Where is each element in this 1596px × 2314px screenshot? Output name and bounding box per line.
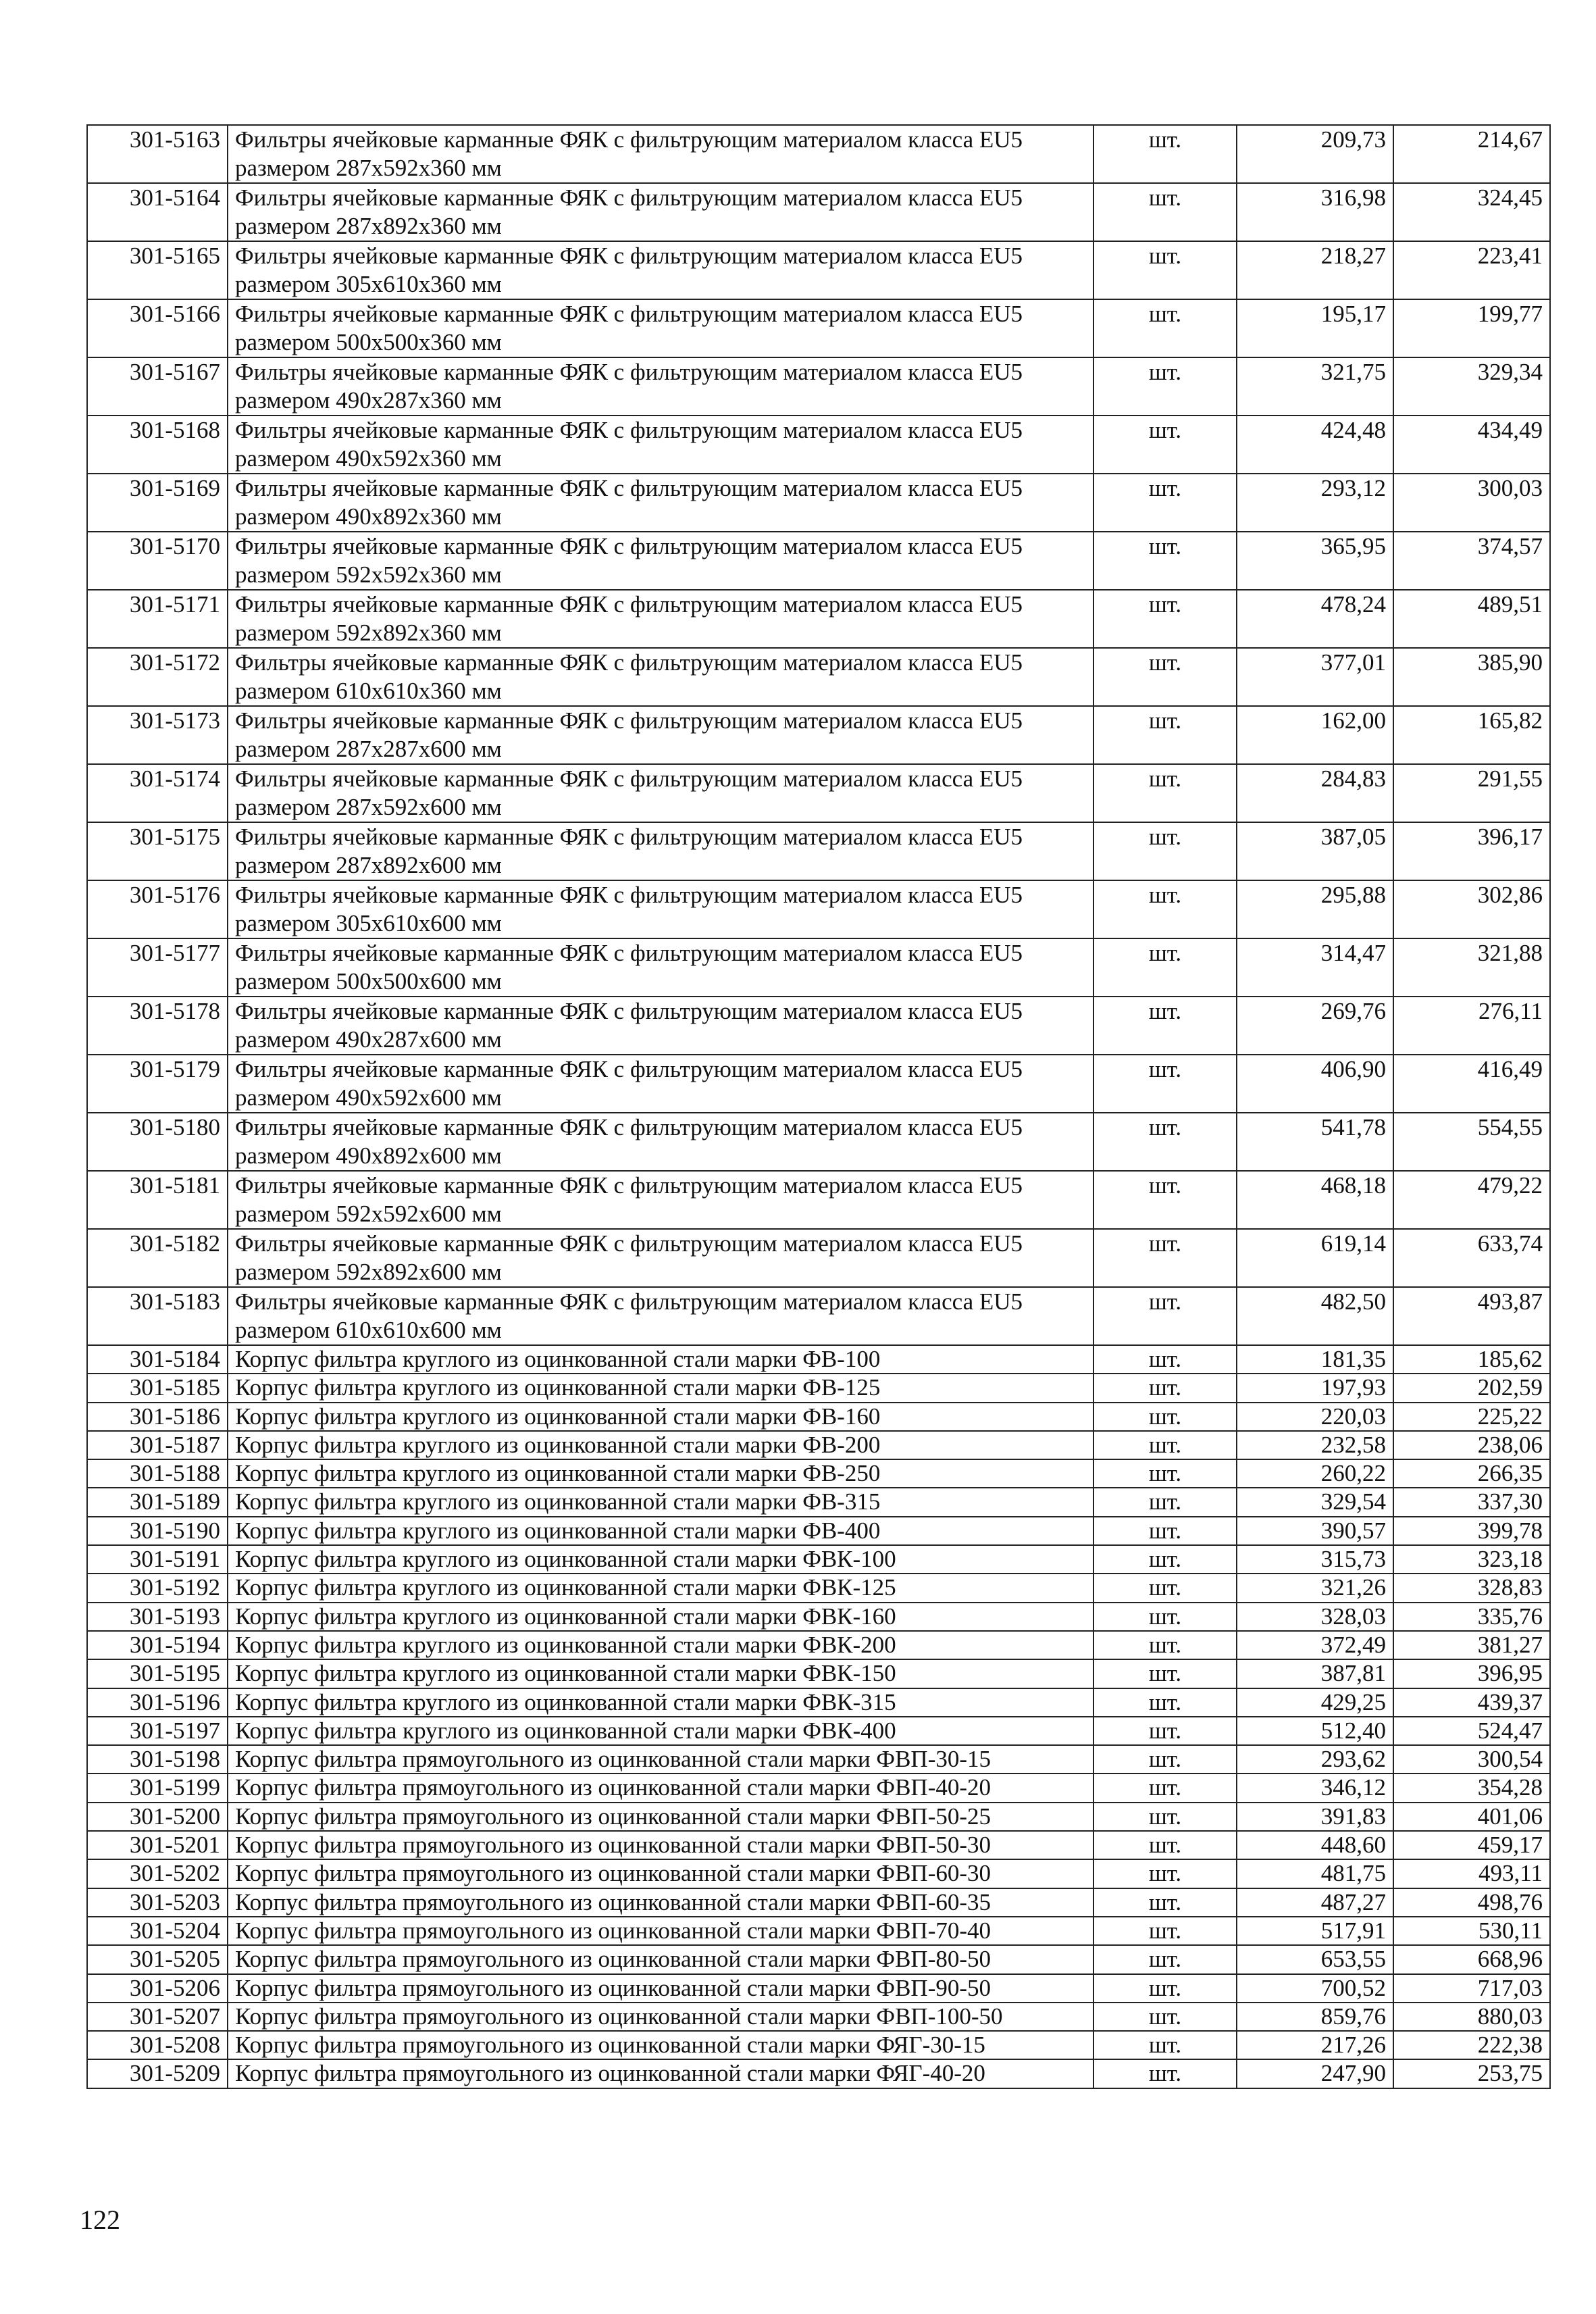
item-name-cell: Фильтры ячейковые карманные ФЯК с фильтрующим материалом класса EU5 размером 592x892x360 мм	[228, 590, 1093, 648]
item-name-cell: Корпус фильтра круглого из оцинкованной стали марки ФВ-250	[228, 1459, 1093, 1488]
item-code-cell: 301-5208	[87, 2031, 228, 2059]
item-name-cell: Корпус фильтра круглого из оцинкованной стали марки ФВК-125	[228, 1574, 1093, 1602]
price-cell: 478,24	[1237, 590, 1393, 648]
price-cell: 387,05	[1237, 822, 1393, 880]
price-cell: 269,76	[1237, 997, 1393, 1055]
table-row	[87, 1831, 1550, 1859]
unit-cell: шт.	[1093, 1859, 1237, 1888]
unit-cell: шт.	[1093, 1431, 1237, 1459]
item-code-cell: 301-5201	[87, 1831, 228, 1859]
item-code-cell: 301-5179	[87, 1055, 228, 1113]
item-code-cell: 301-5207	[87, 2003, 228, 2031]
unit-cell: шт.	[1093, 1574, 1237, 1602]
price-total-cell: 238,06	[1393, 1431, 1550, 1459]
price-cell: 217,26	[1237, 2031, 1393, 2059]
price-total-cell: 374,57	[1393, 532, 1550, 590]
table-row	[87, 1631, 1550, 1659]
item-name-cell: Корпус фильтра прямоугольного из оцинкованной стали марки ФЯГ-30-15	[228, 2031, 1093, 2059]
price-cell: 481,75	[1237, 1859, 1393, 1888]
unit-cell: шт.	[1093, 416, 1237, 474]
price-total-cell: 302,86	[1393, 880, 1550, 938]
price-total-cell: 489,51	[1393, 590, 1550, 648]
price-total-cell: 323,18	[1393, 1545, 1550, 1574]
price-total-cell: 222,38	[1393, 2031, 1550, 2059]
price-cell: 293,62	[1237, 1745, 1393, 1774]
unit-cell: шт.	[1093, 1717, 1237, 1745]
unit-cell: шт.	[1093, 532, 1237, 590]
item-name-cell: Корпус фильтра прямоугольного из оцинкованной стали марки ФВП-90-50	[228, 1974, 1093, 2003]
item-name-cell: Фильтры ячейковые карманные ФЯК с фильтрующим материалом класса EU5 размером 490x892x360 мм	[228, 474, 1093, 532]
item-code-cell: 301-5203	[87, 1888, 228, 1917]
item-name-cell: Корпус фильтра прямоугольного из оцинкованной стали марки ФЯГ-40-20	[228, 2059, 1093, 2088]
item-code-cell: 301-5186	[87, 1403, 228, 1431]
table-row	[87, 1545, 1550, 1574]
item-name-cell: Фильтры ячейковые карманные ФЯК с фильтрующим материалом класса EU5 размером 305x610x600 мм	[228, 880, 1093, 938]
price-cell: 295,88	[1237, 880, 1393, 938]
unit-cell: шт.	[1093, 241, 1237, 299]
price-total-cell: 276,11	[1393, 997, 1550, 1055]
price-total-cell: 399,78	[1393, 1517, 1550, 1545]
item-name-cell: Корпус фильтра круглого из оцинкованной стали марки ФВ-160	[228, 1403, 1093, 1431]
price-total-cell: 321,88	[1393, 938, 1550, 997]
item-name-cell: Корпус фильтра круглого из оцинкованной стали марки ФВК-150	[228, 1659, 1093, 1688]
table-row	[87, 648, 1550, 706]
price-total-cell: 199,77	[1393, 299, 1550, 357]
table-row	[87, 183, 1550, 241]
table-row	[87, 1974, 1550, 2003]
price-total-cell: 266,35	[1393, 1459, 1550, 1488]
price-total-cell: 354,28	[1393, 1774, 1550, 1802]
price-cell: 541,78	[1237, 1113, 1393, 1171]
unit-cell: шт.	[1093, 125, 1237, 183]
item-name-cell: Корпус фильтра круглого из оцинкованной стали марки ФВК-315	[228, 1688, 1093, 1717]
item-code-cell: 301-5164	[87, 183, 228, 241]
price-cell: 365,95	[1237, 532, 1393, 590]
price-cell: 653,55	[1237, 1945, 1393, 1973]
price-cell: 181,35	[1237, 1345, 1393, 1374]
unit-cell: шт.	[1093, 1345, 1237, 1374]
price-total-cell: 396,95	[1393, 1659, 1550, 1688]
price-cell: 321,26	[1237, 1574, 1393, 1602]
table-row	[87, 1517, 1550, 1545]
item-code-cell: 301-5190	[87, 1517, 228, 1545]
table-row	[87, 1374, 1550, 1402]
table-row	[87, 1917, 1550, 1945]
item-name-cell: Фильтры ячейковые карманные ФЯК с фильтрующим материалом класса EU5 размером 490x287x600 мм	[228, 997, 1093, 1055]
price-cell: 512,40	[1237, 1717, 1393, 1745]
item-name-cell: Фильтры ячейковые карманные ФЯК с фильтрующим материалом класса EU5 размером 500x500x600 мм	[228, 938, 1093, 997]
item-code-cell: 301-5167	[87, 357, 228, 416]
price-total-cell: 498,76	[1393, 1888, 1550, 1917]
unit-cell: шт.	[1093, 648, 1237, 706]
item-code-cell: 301-5191	[87, 1545, 228, 1574]
unit-cell: шт.	[1093, 1659, 1237, 1688]
unit-cell: шт.	[1093, 1688, 1237, 1717]
item-code-cell: 301-5175	[87, 822, 228, 880]
price-cell: 209,73	[1237, 125, 1393, 183]
table-row	[87, 1229, 1550, 1287]
price-cell: 448,60	[1237, 1831, 1393, 1859]
price-total-cell: 328,83	[1393, 1574, 1550, 1602]
unit-cell: шт.	[1093, 1545, 1237, 1574]
price-cell: 315,73	[1237, 1545, 1393, 1574]
price-total-cell: 300,54	[1393, 1745, 1550, 1774]
table-row	[87, 590, 1550, 648]
unit-cell: шт.	[1093, 997, 1237, 1055]
item-code-cell: 301-5177	[87, 938, 228, 997]
price-cell: 197,93	[1237, 1374, 1393, 1402]
item-name-cell: Корпус фильтра круглого из оцинкованной стали марки ФВ-400	[228, 1517, 1093, 1545]
table-row	[87, 532, 1550, 590]
item-name-cell: Фильтры ячейковые карманные ФЯК с фильтрующим материалом класса EU5 размером 500x500x360 мм	[228, 299, 1093, 357]
table-row	[87, 1888, 1550, 1917]
item-code-cell: 301-5166	[87, 299, 228, 357]
price-cell: 487,27	[1237, 1888, 1393, 1917]
item-name-cell: Корпус фильтра круглого из оцинкованной стали марки ФВК-160	[228, 1603, 1093, 1631]
unit-cell: шт.	[1093, 1403, 1237, 1431]
item-code-cell: 301-5171	[87, 590, 228, 648]
item-code-cell: 301-5188	[87, 1459, 228, 1488]
price-cell: 321,75	[1237, 357, 1393, 416]
unit-cell: шт.	[1093, 1171, 1237, 1229]
item-code-cell: 301-5176	[87, 880, 228, 938]
price-total-cell: 225,22	[1393, 1403, 1550, 1431]
table-row	[87, 1603, 1550, 1631]
price-total-cell: 335,76	[1393, 1603, 1550, 1631]
item-name-cell: Корпус фильтра круглого из оцинкованной стали марки ФВК-100	[228, 1545, 1093, 1574]
unit-cell: шт.	[1093, 299, 1237, 357]
table-row	[87, 1055, 1550, 1113]
item-code-cell: 301-5192	[87, 1574, 228, 1602]
unit-cell: шт.	[1093, 1745, 1237, 1774]
price-cell: 232,58	[1237, 1431, 1393, 1459]
price-total-cell: 493,87	[1393, 1287, 1550, 1345]
price-cell: 346,12	[1237, 1774, 1393, 1802]
unit-cell: шт.	[1093, 1488, 1237, 1516]
item-code-cell: 301-5189	[87, 1488, 228, 1516]
table-row	[87, 2003, 1550, 2031]
table-row	[87, 822, 1550, 880]
price-total-cell: 291,55	[1393, 764, 1550, 822]
item-code-cell: 301-5205	[87, 1945, 228, 1973]
price-cell: 284,83	[1237, 764, 1393, 822]
price-total-cell: 329,34	[1393, 357, 1550, 416]
item-name-cell: Фильтры ячейковые карманные ФЯК с фильтрующим материалом класса EU5 размером 490x892x600 мм	[228, 1113, 1093, 1171]
price-total-cell: 202,59	[1393, 1374, 1550, 1402]
item-name-cell: Корпус фильтра прямоугольного из оцинкованной стали марки ФВП-30-15	[228, 1745, 1093, 1774]
table-row	[87, 474, 1550, 532]
price-cell: 316,98	[1237, 183, 1393, 241]
unit-cell: шт.	[1093, 1517, 1237, 1545]
unit-cell: шт.	[1093, 1974, 1237, 2003]
unit-cell: шт.	[1093, 938, 1237, 997]
table-row	[87, 1345, 1550, 1374]
table-row	[87, 1171, 1550, 1229]
price-total-cell: 401,06	[1393, 1803, 1550, 1831]
unit-cell: шт.	[1093, 1113, 1237, 1171]
price-cell: 517,91	[1237, 1917, 1393, 1945]
unit-cell: шт.	[1093, 822, 1237, 880]
price-total-cell: 439,37	[1393, 1688, 1550, 1717]
item-name-cell: Корпус фильтра прямоугольного из оцинкованной стали марки ФВП-70-40	[228, 1917, 1093, 1945]
table-row	[87, 1287, 1550, 1345]
price-total-cell: 396,17	[1393, 822, 1550, 880]
price-cell: 424,48	[1237, 416, 1393, 474]
price-total-cell: 434,49	[1393, 416, 1550, 474]
item-code-cell: 301-5204	[87, 1917, 228, 1945]
table-row	[87, 357, 1550, 416]
price-cell: 429,25	[1237, 1688, 1393, 1717]
table-row	[87, 1774, 1550, 1802]
table-row	[87, 1688, 1550, 1717]
unit-cell: шт.	[1093, 1287, 1237, 1345]
item-code-cell: 301-5196	[87, 1688, 228, 1717]
price-cell: 328,03	[1237, 1603, 1393, 1631]
item-name-cell: Корпус фильтра круглого из оцинкованной стали марки ФВ-315	[228, 1488, 1093, 1516]
price-cell: 247,90	[1237, 2059, 1393, 2088]
page-number: 122	[80, 2205, 120, 2235]
item-code-cell: 301-5182	[87, 1229, 228, 1287]
table-row	[87, 2031, 1550, 2059]
item-name-cell: Корпус фильтра прямоугольного из оцинкованной стали марки ФВП-80-50	[228, 1945, 1093, 1973]
price-total-cell: 214,67	[1393, 125, 1550, 183]
price-total-cell: 253,75	[1393, 2059, 1550, 2088]
table-row	[87, 938, 1550, 997]
item-code-cell: 301-5181	[87, 1171, 228, 1229]
price-total-cell: 165,82	[1393, 706, 1550, 764]
item-code-cell: 301-5169	[87, 474, 228, 532]
price-total-cell: 717,03	[1393, 1974, 1550, 2003]
item-name-cell: Фильтры ячейковые карманные ФЯК с фильтрующим материалом класса EU5 размером 287x287x600 мм	[228, 706, 1093, 764]
unit-cell: шт.	[1093, 1631, 1237, 1659]
table-row	[87, 125, 1550, 183]
price-total-cell: 493,11	[1393, 1859, 1550, 1888]
item-name-cell: Фильтры ячейковые карманные ФЯК с фильтрующим материалом класса EU5 размером 490x592x360 мм	[228, 416, 1093, 474]
unit-cell: шт.	[1093, 1917, 1237, 1945]
price-cell: 293,12	[1237, 474, 1393, 532]
item-code-cell: 301-5185	[87, 1374, 228, 1402]
price-cell: 195,17	[1237, 299, 1393, 357]
item-code-cell: 301-5173	[87, 706, 228, 764]
item-name-cell: Фильтры ячейковые карманные ФЯК с фильтрующим материалом класса EU5 размером 287x592x360 мм	[228, 125, 1093, 183]
item-name-cell: Корпус фильтра прямоугольного из оцинкованной стали марки ФВП-40-20	[228, 1774, 1093, 1802]
item-code-cell: 301-5206	[87, 1974, 228, 2003]
table-row	[87, 299, 1550, 357]
price-total-cell: 880,03	[1393, 2003, 1550, 2031]
item-name-cell: Фильтры ячейковые карманные ФЯК с фильтрующим материалом класса EU5 размером 592x892x600 мм	[228, 1229, 1093, 1287]
price-total-cell: 381,27	[1393, 1631, 1550, 1659]
unit-cell: шт.	[1093, 1374, 1237, 1402]
item-name-cell: Фильтры ячейковые карманные ФЯК с фильтрующим материалом класса EU5 размером 287x592x600 мм	[228, 764, 1093, 822]
item-name-cell: Корпус фильтра круглого из оцинкованной стали марки ФВК-400	[228, 1717, 1093, 1745]
price-total-cell: 530,11	[1393, 1917, 1550, 1945]
price-cell: 700,52	[1237, 1974, 1393, 2003]
item-code-cell: 301-5198	[87, 1745, 228, 1774]
price-total-cell: 479,22	[1393, 1171, 1550, 1229]
price-total-cell: 459,17	[1393, 1831, 1550, 1859]
price-cell: 482,50	[1237, 1287, 1393, 1345]
price-cell: 314,47	[1237, 938, 1393, 997]
item-name-cell: Фильтры ячейковые карманные ФЯК с фильтрующим материалом класса EU5 размером 592x592x600 мм	[228, 1171, 1093, 1229]
price-total-cell: 324,45	[1393, 183, 1550, 241]
item-name-cell: Корпус фильтра прямоугольного из оцинкованной стали марки ФВП-50-25	[228, 1803, 1093, 1831]
table-row	[87, 1659, 1550, 1688]
table-row	[87, 1859, 1550, 1888]
table-row	[87, 1431, 1550, 1459]
item-name-cell: Фильтры ячейковые карманные ФЯК с фильтрующим материалом класса EU5 размером 592x592x360 мм	[228, 532, 1093, 590]
price-total-cell: 185,62	[1393, 1345, 1550, 1374]
item-name-cell: Корпус фильтра прямоугольного из оцинкованной стали марки ФВП-60-30	[228, 1859, 1093, 1888]
table-row	[87, 706, 1550, 764]
table-row	[87, 764, 1550, 822]
price-cell: 377,01	[1237, 648, 1393, 706]
price-cell: 260,22	[1237, 1459, 1393, 1488]
unit-cell: шт.	[1093, 1774, 1237, 1802]
item-code-cell: 301-5187	[87, 1431, 228, 1459]
price-total-cell: 668,96	[1393, 1945, 1550, 1973]
item-code-cell: 301-5199	[87, 1774, 228, 1802]
table-row	[87, 1803, 1550, 1831]
unit-cell: шт.	[1093, 1603, 1237, 1631]
item-name-cell: Корпус фильтра прямоугольного из оцинкованной стали марки ФВП-60-35	[228, 1888, 1093, 1917]
unit-cell: шт.	[1093, 1803, 1237, 1831]
item-name-cell: Корпус фильтра круглого из оцинкованной стали марки ФВ-100	[228, 1345, 1093, 1374]
price-table	[86, 124, 1551, 2089]
table-row	[87, 997, 1550, 1055]
price-cell: 372,49	[1237, 1631, 1393, 1659]
price-cell: 859,76	[1237, 2003, 1393, 2031]
price-cell: 220,03	[1237, 1403, 1393, 1431]
price-total-cell: 385,90	[1393, 648, 1550, 706]
unit-cell: шт.	[1093, 880, 1237, 938]
unit-cell: шт.	[1093, 474, 1237, 532]
unit-cell: шт.	[1093, 2003, 1237, 2031]
item-code-cell: 301-5194	[87, 1631, 228, 1659]
price-cell: 619,14	[1237, 1229, 1393, 1287]
item-code-cell: 301-5193	[87, 1603, 228, 1631]
item-name-cell: Фильтры ячейковые карманные ФЯК с фильтрующим материалом класса EU5 размером 305x610x360 мм	[228, 241, 1093, 299]
price-cell: 218,27	[1237, 241, 1393, 299]
item-name-cell: Фильтры ячейковые карманные ФЯК с фильтрующим материалом класса EU5 размером 287x892x360 мм	[228, 183, 1093, 241]
table-row	[87, 1717, 1550, 1745]
item-name-cell: Фильтры ячейковые карманные ФЯК с фильтрующим материалом класса EU5 размером 287x892x600 мм	[228, 822, 1093, 880]
item-code-cell: 301-5195	[87, 1659, 228, 1688]
unit-cell: шт.	[1093, 1055, 1237, 1113]
price-cell: 387,81	[1237, 1659, 1393, 1688]
item-code-cell: 301-5202	[87, 1859, 228, 1888]
unit-cell: шт.	[1093, 183, 1237, 241]
item-code-cell: 301-5172	[87, 648, 228, 706]
price-table-body	[87, 125, 1550, 2088]
item-name-cell: Корпус фильтра прямоугольного из оцинкованной стали марки ФВП-100-50	[228, 2003, 1093, 2031]
item-name-cell: Корпус фильтра круглого из оцинкованной стали марки ФВК-200	[228, 1631, 1093, 1659]
price-cell: 329,54	[1237, 1488, 1393, 1516]
price-total-cell: 300,03	[1393, 474, 1550, 532]
item-name-cell: Фильтры ячейковые карманные ФЯК с фильтрующим материалом класса EU5 размером 490x287x360 мм	[228, 357, 1093, 416]
item-code-cell: 301-5174	[87, 764, 228, 822]
item-code-cell: 301-5184	[87, 1345, 228, 1374]
item-code-cell: 301-5209	[87, 2059, 228, 2088]
price-cell: 390,57	[1237, 1517, 1393, 1545]
unit-cell: шт.	[1093, 590, 1237, 648]
price-total-cell: 337,30	[1393, 1488, 1550, 1516]
price-cell: 406,90	[1237, 1055, 1393, 1113]
item-code-cell: 301-5180	[87, 1113, 228, 1171]
table-row	[87, 1459, 1550, 1488]
unit-cell: шт.	[1093, 2059, 1237, 2088]
price-total-cell: 416,49	[1393, 1055, 1550, 1113]
table-row	[87, 1945, 1550, 1973]
price-total-cell: 633,74	[1393, 1229, 1550, 1287]
unit-cell: шт.	[1093, 706, 1237, 764]
table-row	[87, 2059, 1550, 2088]
unit-cell: шт.	[1093, 764, 1237, 822]
table-row	[87, 1745, 1550, 1774]
table-row	[87, 1488, 1550, 1516]
item-name-cell: Фильтры ячейковые карманные ФЯК с фильтрующим материалом класса EU5 размером 610x610x360 мм	[228, 648, 1093, 706]
table-row	[87, 416, 1550, 474]
item-code-cell: 301-5163	[87, 125, 228, 183]
unit-cell: шт.	[1093, 357, 1237, 416]
unit-cell: шт.	[1093, 1229, 1237, 1287]
item-code-cell: 301-5178	[87, 997, 228, 1055]
item-code-cell: 301-5170	[87, 532, 228, 590]
item-name-cell: Фильтры ячейковые карманные ФЯК с фильтрующим материалом класса EU5 размером 490x592x600 мм	[228, 1055, 1093, 1113]
item-code-cell: 301-5168	[87, 416, 228, 474]
unit-cell: шт.	[1093, 1888, 1237, 1917]
item-name-cell: Корпус фильтра круглого из оцинкованной стали марки ФВ-200	[228, 1431, 1093, 1459]
item-code-cell: 301-5165	[87, 241, 228, 299]
unit-cell: шт.	[1093, 1831, 1237, 1859]
price-total-cell: 524,47	[1393, 1717, 1550, 1745]
item-name-cell: Корпус фильтра круглого из оцинкованной стали марки ФВ-125	[228, 1374, 1093, 1402]
item-name-cell: Корпус фильтра прямоугольного из оцинкованной стали марки ФВП-50-30	[228, 1831, 1093, 1859]
table-row	[87, 241, 1550, 299]
table-row	[87, 1574, 1550, 1602]
item-code-cell: 301-5197	[87, 1717, 228, 1745]
item-code-cell: 301-5200	[87, 1803, 228, 1831]
price-cell: 391,83	[1237, 1803, 1393, 1831]
unit-cell: шт.	[1093, 1945, 1237, 1973]
table-row	[87, 1403, 1550, 1431]
unit-cell: шт.	[1093, 1459, 1237, 1488]
price-total-cell: 554,55	[1393, 1113, 1550, 1171]
table-row	[87, 880, 1550, 938]
price-total-cell: 223,41	[1393, 241, 1550, 299]
unit-cell: шт.	[1093, 2031, 1237, 2059]
item-name-cell: Фильтры ячейковые карманные ФЯК с фильтрующим материалом класса EU5 размером 610x610x600 мм	[228, 1287, 1093, 1345]
price-cell: 468,18	[1237, 1171, 1393, 1229]
item-code-cell: 301-5183	[87, 1287, 228, 1345]
table-row	[87, 1113, 1550, 1171]
price-cell: 162,00	[1237, 706, 1393, 764]
